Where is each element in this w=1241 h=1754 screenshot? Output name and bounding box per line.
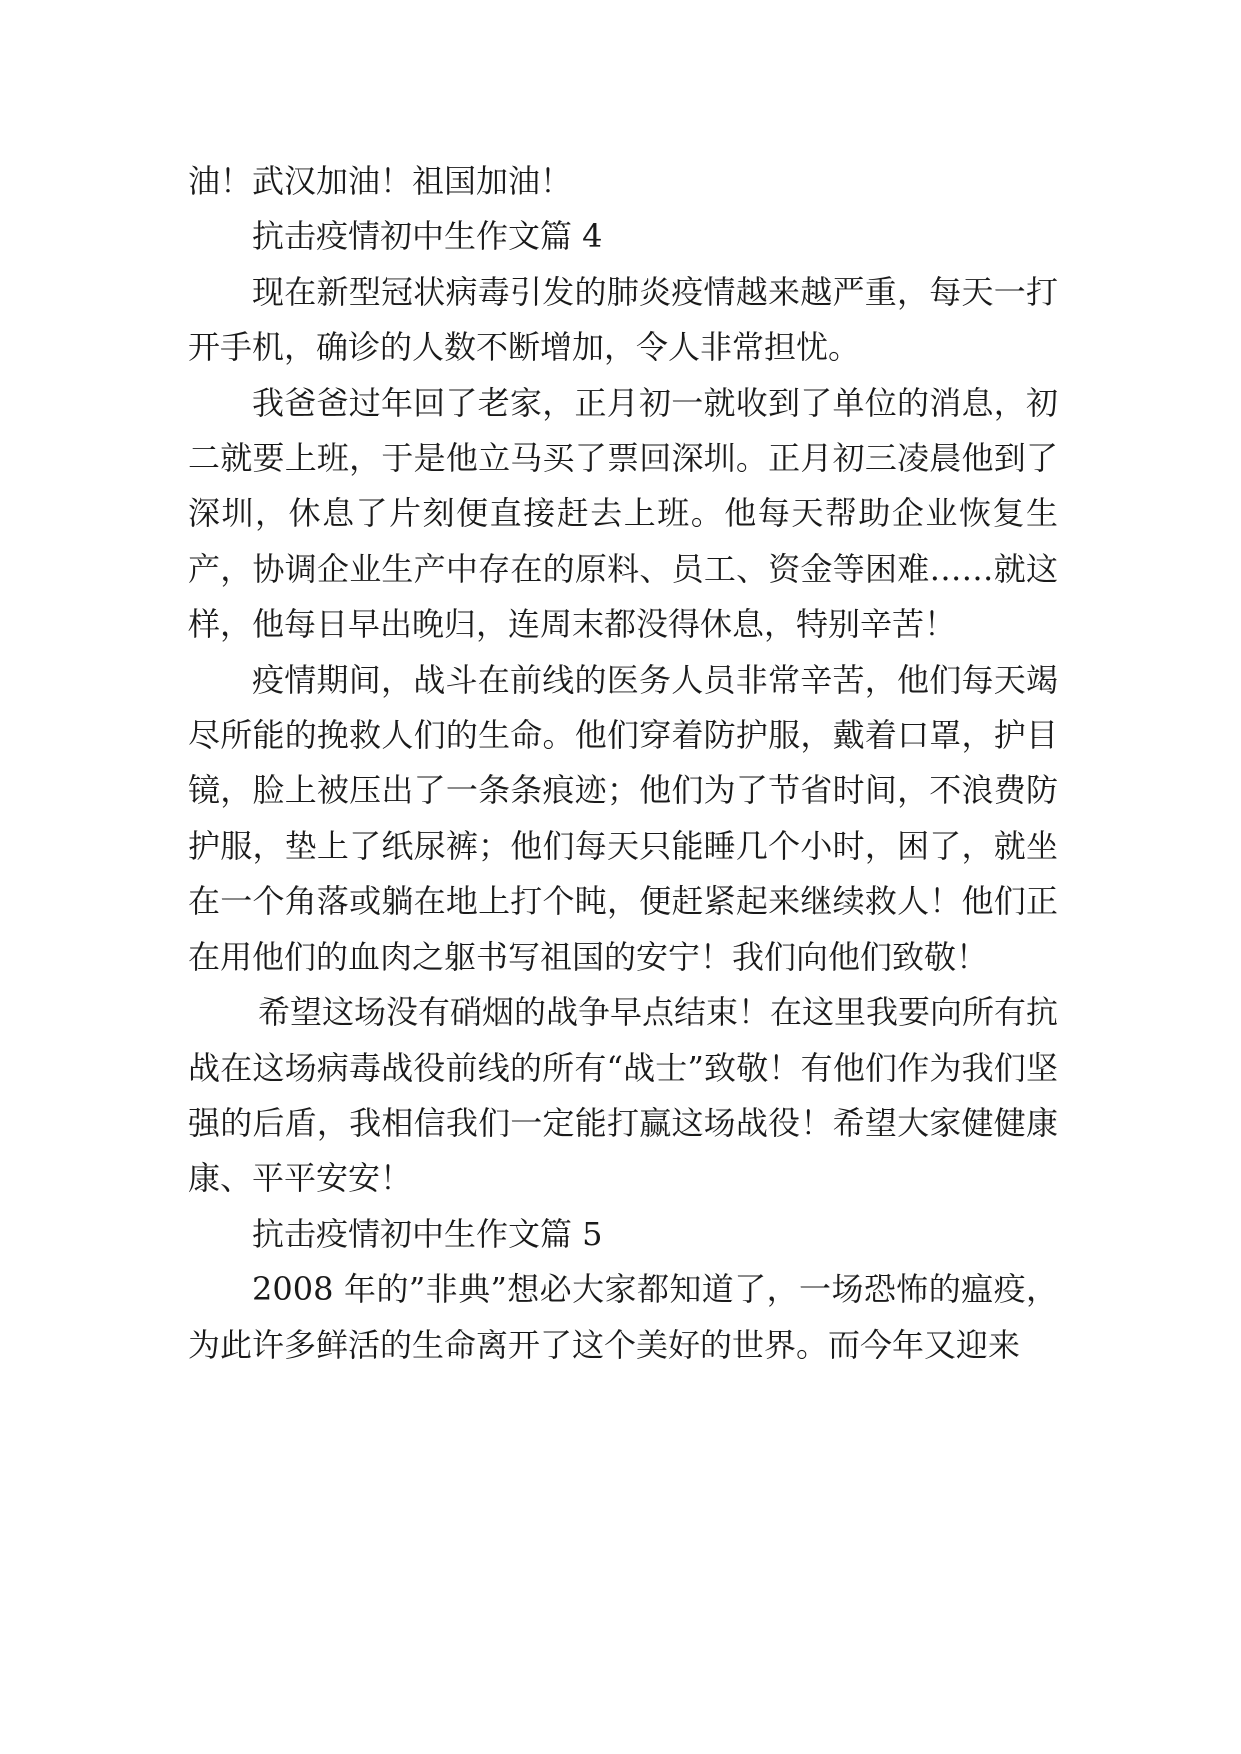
essay-heading-4: 抗击疫情初中生作文篇 4 [252,217,603,256]
essay-heading-5: 抗击疫情初中生作文篇 5 [252,1214,603,1253]
paragraph: 我爸爸过年回了老家，正月初一就收到了单位的消息，初二就要上班，于是他立马买了票回深圳。正月初三凌晨他到了深圳，休息了片刻便直接赶去上班。他每天帮助企业恢复生产，协调企业生产中存在的原料、员工、资金等困难……就这样，他每日早出晚归，连周末都没得休息，特别辛苦！ [188,383,1058,644]
paragraph: 希望这场没有硝烟的战争早点结束！在这里我要向所有抗战在这场病毒战役前线的所有“战士”致敬！有他们作为我们坚强的后盾，我相信我们一定能打赢这场战役！希望大家健健康康、平平安安！ [188,993,1059,1198]
paragraph: 疫情期间，战斗在前线的医务人员非常辛苦，他们每天竭尽所能的挽救人们的生命。他们穿着防护服，戴着口罩，护目镜，脸上被压出了一条条痕迹；他们为了节省时间，不浪费防护服，垫上了纸尿裤；他们每天只能睡几个小时，困了，就坐在一个角落或躺在地上打个盹，便赶紧起来继续救人！他们正在用他们的血肉之躯书写祖国的安宁！我们向他们致敬！ [188,660,1058,976]
paragraph-continuation: 油！武汉加油！祖国加油！ [188,162,573,200]
paragraph: 2008 年的”非典”想必大家都知道了，一场恐怖的瘟疫，为此许多鲜活的生命离开了这个美好的世界。而今年又迎来 [188,1270,1058,1364]
paragraph: 现在新型冠状病毒引发的肺炎疫情越来越严重，每天一打开手机，确诊的人数不断增加，令人非常担忧。 [188,272,1058,367]
document-body [188,154,1058,1373]
